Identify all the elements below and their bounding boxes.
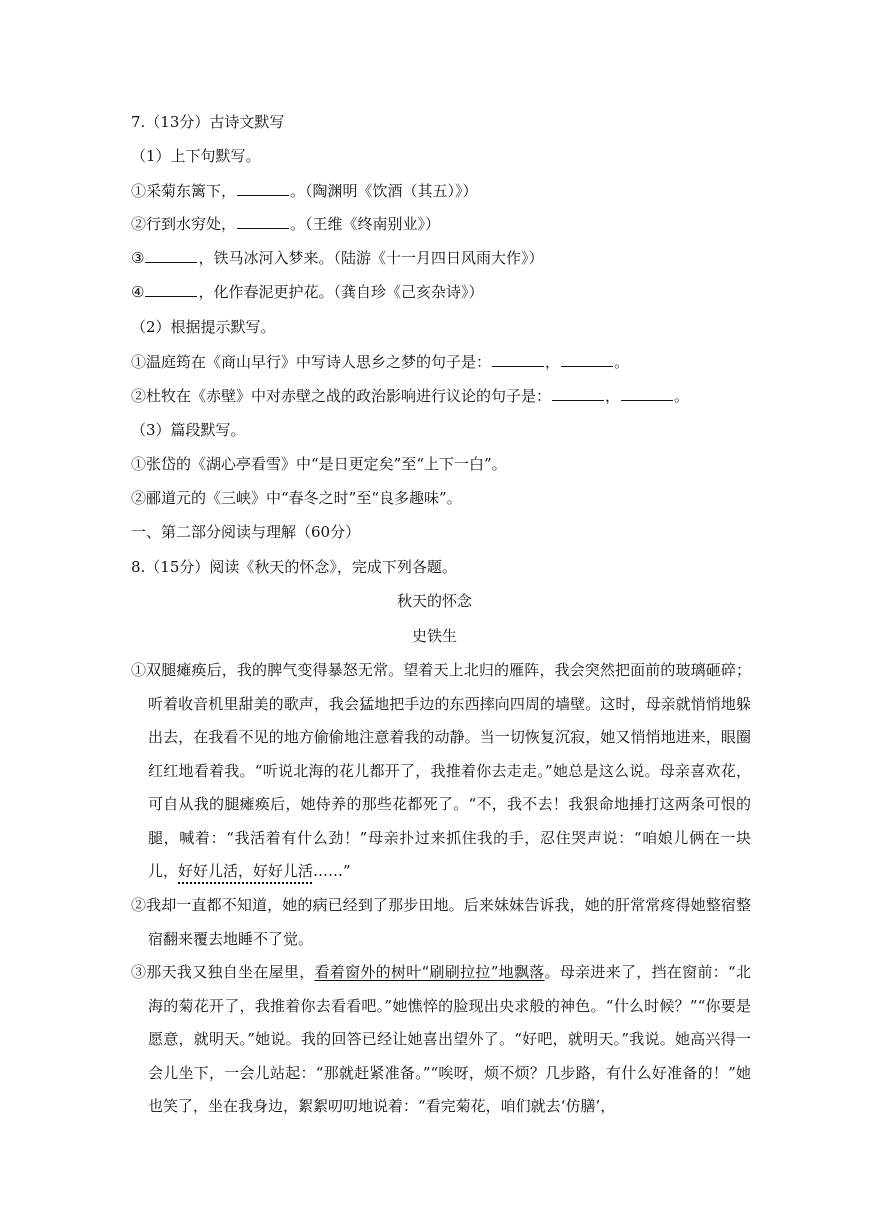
answer-blank [561, 352, 613, 367]
paragraph-2-text: ②我却一直都不知道，她的病已经到了那步田地。后来妹妹告诉我，她的肝常常疼得她整宿整宿翻来覆去地睡不了觉。 [131, 896, 751, 948]
q7-line-3 [131, 248, 543, 268]
answer-blank [621, 386, 673, 401]
q7-line-5-prefix: ①温庭筠在《商山早行》中写诗人思乡之梦的句子是： [131, 353, 492, 371]
q7-line-2-suffix: 。（王维《终南别业》） [290, 215, 441, 233]
q7-line-6-suffix: 。 [674, 387, 690, 405]
paragraph-1-text: ①双腿瘫痪后，我的脾气变得暴怒无常。望着天上北归的雁阵，我会突然把面前的玻璃砸碎；听着收音机里甜美的歌声，我会猛地把手边的东西摔向四周的墙壁。这时，母亲就悄悄地躲出去，在我看不见的地方偷偷地注意着我的动静。当一切恢复沉寂，她又悄悄地进来，眼圈红红地看着我。“听说北海的花儿都开了，我推着你去走走。”她总是这么说。母亲喜欢花，可自从我的腿瘫痪后，她侍养的那些花都死了。“不，我不去！我狠命地捶打这两条可恨的腿，喊着：“我活着有什么劲！”母亲扑过来抓住我的手，忍住哭声说：“咱娘儿俩在一块儿， [131, 661, 751, 880]
q7-line-4 [131, 282, 483, 302]
q7-line-5-suffix: 。 [614, 353, 630, 371]
answer-blank [145, 282, 197, 297]
q7-part3-heading: （3）篇段默写。 [131, 421, 246, 439]
q7-line-2-prefix: ②行到水穷处， [131, 215, 237, 233]
q7-line-1 [131, 181, 478, 201]
underlined-sentence: 看着窗外的树叶“刷刷拉拉”地飘落 [314, 963, 545, 981]
article-paragraph-1 [131, 654, 751, 889]
q7-line-6 [131, 386, 689, 406]
q7-line-3-suffix: ，铁马冰河入梦来。（陆游《十一月四日风雨大作》） [198, 249, 544, 267]
part-2-heading: 一、第二部分阅读与理解（60分） [131, 523, 361, 541]
q7-line-7: ①张岱的《湖心亭看雪》中“是日更定矣”至“上下一白”。 [131, 455, 507, 473]
q7-line-1-suffix: 。（陶渊明《饮酒（其五）》） [290, 182, 478, 200]
question-7-title: 7.（13分）古诗文默写 [131, 113, 285, 131]
article-paragraph-3 [131, 956, 751, 1124]
q7-part1-heading: （1）上下句默写。 [131, 147, 261, 165]
answer-blank [492, 352, 544, 367]
q7-line-8: ②郦道元的《三峡》中“春冬之时”至“良多趣味”。 [131, 489, 462, 507]
q7-line-5-separator: ， [545, 353, 561, 371]
article-paragraph-2 [131, 889, 751, 956]
answer-blank [145, 248, 197, 263]
article-title: 秋天的怀念 [396, 592, 472, 610]
q7-line-2 [131, 214, 440, 234]
paragraph-1-ending: ……” [313, 862, 351, 880]
answer-blank [552, 386, 604, 401]
emphasized-phrase: 好好儿活，好好儿活 [178, 862, 314, 880]
q7-line-6-separator: ， [605, 387, 621, 405]
paragraph-3-text-start: ③那天我又独自坐在屋里， [131, 963, 315, 981]
answer-blank [237, 181, 289, 196]
article-author: 史铁生 [411, 627, 457, 645]
question-8-title: 8.（15分）阅读《秋天的怀念》，完成下列各题。 [131, 558, 457, 576]
q7-line-3-prefix: ③ [131, 249, 145, 267]
q7-line-4-suffix: ，化作春泥更护花。（龚自珍《己亥杂诗》） [198, 283, 484, 301]
q7-line-5 [131, 352, 629, 372]
q7-line-4-prefix: ④ [131, 283, 145, 301]
q7-line-6-prefix: ②杜牧在《赤壁》中对赤壁之战的政治影响进行议论的句子是： [131, 387, 552, 405]
q7-line-1-prefix: ①采菊东篱下， [131, 182, 237, 200]
answer-blank [237, 214, 289, 229]
q7-part2-heading: （2）根据提示默写。 [131, 318, 276, 336]
paragraph-3-text-rest: 。母亲进来了，挡在窗前：“北海的菊花开了，我推着你去看看吧。”她憔悴的脸现出央求般的神色。“什么时候？”“你要是愿意，就明天。”她说。我的回答已经让她喜出望外了。“好吧，就明天。”我说。她高兴得一会儿坐下，一会儿站起：“那就赶紧准备。”“唉呀，烦不烦？几步路，有什么好准备的！”她也笑了，坐在我身边，絮絮叨叨地说着：“看完菊花，咱们就去‘仿膳’， [148, 963, 751, 1115]
